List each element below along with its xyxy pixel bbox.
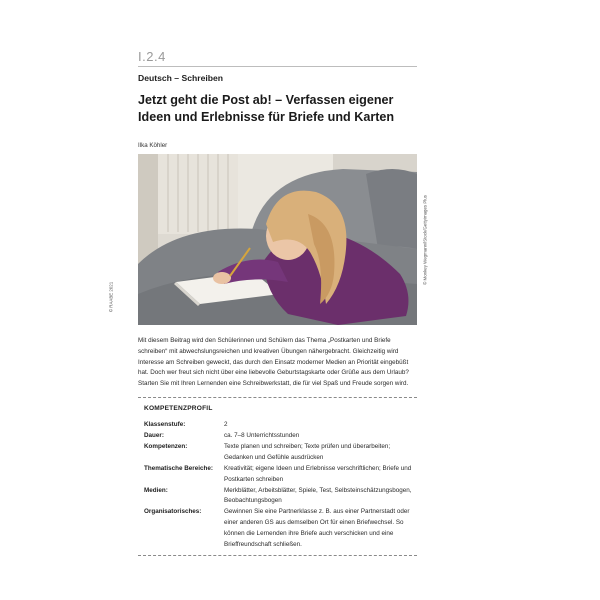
profile-row (144, 420, 417, 431)
profile-value: Gewinnen Sie eine Partnerklasse z. B. aus einer Partnerstadt oder einer anderen GS aus demselben Ort für einen Briefwechsel. So können die Lernenden ihre Briefe auch verschicken und eine Brieffreundschaft schließen. (224, 508, 410, 548)
profile-label: Organisatorisches: (144, 508, 202, 516)
subject-label: Deutsch – Schreiben (138, 73, 224, 83)
page-title: Jetzt geht die Post ab! – Verfassen eigener Ideen und Erlebnisse für Briefe und Karten (138, 93, 395, 124)
profile-label: Medien: (144, 486, 168, 494)
profile-label: Dauer: (144, 431, 164, 439)
profile-row (144, 507, 417, 550)
author-name: Ilka Köhler (138, 142, 168, 149)
profile-value: ca. 7–8 Unterrichtsstunden (224, 431, 300, 439)
cover-photo (138, 154, 417, 325)
photo-credit: © Monkey Wegmann/iStock/Gettyimages Plus (422, 195, 428, 285)
profile-row (144, 442, 417, 464)
profile-bottom-divider (138, 555, 417, 556)
profile-row (144, 431, 417, 442)
profile-value: Merkblätter, Arbeitsblätter, Spiele, Test, Selbsteinschätzungsbogen, Beobachtungsbogen (224, 486, 412, 505)
profile-row (144, 464, 417, 486)
profile-top-divider (138, 397, 417, 398)
intro-paragraph: Mit diesem Beitrag wird den Schülerinnen und Schülern das Thema „Postkarten und Briefe schreiben“ mit abwechslungsreichen und kreativen Übungen nähergebracht. Gleichzeitig wird Interesse am Schreiben geweckt, das durch den Einsatz moderner Medien an Priorität eingebüßt hat. Doch wer freut sich nicht über eine liebevolle Geburtstagskarte oder Grüße aus dem Urlaub? Starten Sie mit Ihren Lernenden eine Schreibwerkstatt, die für viel Spaß und Freude sorgen wird. (138, 337, 409, 388)
profile-value: 2 (224, 421, 228, 428)
section-number: I.2.4 (138, 49, 166, 64)
profile-label: Kompetenzen: (144, 442, 188, 450)
profile-label: Thematische Bereiche: (144, 464, 213, 472)
profile-value: Texte planen und schreiben; Texte prüfen und überarbeiten; Gedanken und Gefühle ausdrücken (224, 442, 391, 461)
competency-profile (144, 420, 417, 551)
side-copyright: © RAABE 2021 (108, 281, 114, 313)
profile-label: Klassenstufe: (144, 421, 186, 428)
profile-row (144, 486, 417, 508)
profile-heading: KOMPETENZPROFIL (144, 405, 213, 412)
profile-value: Kreativität; eigene Ideen und Erlebnisse verschriftlichen; Briefe und Postkarten schreiben (224, 464, 412, 483)
header-rule (138, 66, 417, 67)
